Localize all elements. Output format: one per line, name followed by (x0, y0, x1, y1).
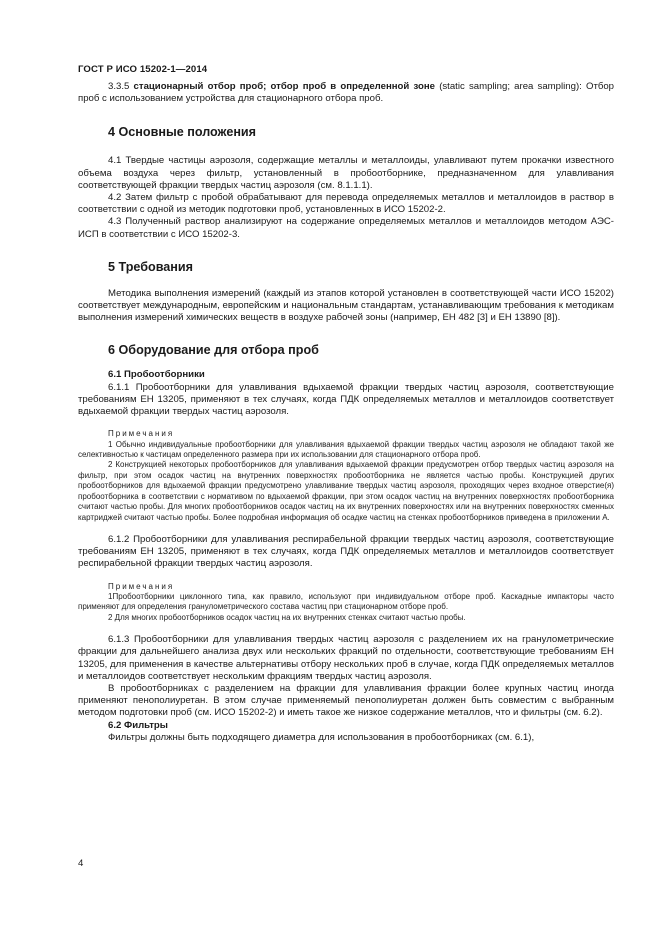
clause-3-3-5 (78, 81, 614, 105)
section-6-heading: 6 Оборудование для отбора проб (108, 343, 319, 358)
notes-heading: Примечания (108, 581, 175, 591)
subsection-6-1-heading: 6.1 Пробоотборники (108, 369, 205, 381)
clause-term: стационарный отбор проб; отбор проб в определенной зоне (133, 81, 435, 92)
note-item: 1Пробоотборники циклонного типа, как правило, используют при индивидуальном отборе проб. Каскадные импакторы часто применяют для определения гранулометрического состава частиц при стационарном отборе проб. (78, 591, 614, 612)
note-item: 2 Конструкцией некоторых пробоотборников для улавливания вдыхаемой фракции предусмотрен отбор твердых частиц аэрозоля на фильтр, при этом осадок частиц на внутренних поверхностях пробоотборника не является частью пробы. Конструкцией других пробоотборников для вдыхаемой фракции предусмотрено улавливание твердых частиц аэрозоля, проходящих через входное отверстие(я) пробоотборника в соответствии с нормативом по вдыхаемой фракции, при этом осадок частиц на внутренних поверхностях пробоотборника считают частью пробы. Для многих пробоотборников осадок частиц на их внутренних поверхностях или на внутренних поверхностях сменных картриджей считают частью пробы. Более подробная информация об осадке частиц на стенках пробоотборников приведена в приложении А. (78, 460, 614, 522)
document-header: ГОСТ Р ИСО 15202-1—2014 (78, 64, 208, 75)
notes-heading: Примечания (108, 429, 175, 439)
paragraph-4-2: 4.2 Затем фильтр с пробой обрабатывают для перевода определяемых металлов и металлоидов в раствор в соответствии с одной из методик подготовки проб, установленных в ИСО 15202-2. (78, 192, 614, 216)
paragraph-6-2: Фильтры должны быть подходящего диаметра для использования в пробоотборниках (см. 6.1), (108, 731, 535, 743)
clause-number: 3.3.5 (108, 81, 130, 92)
paragraph-6-1-3: 6.1.3 Пробоотборники для улавливания твердых частиц аэрозоля с разделением их на гранулометрические фракции для дальнейшего анализа двух или нескольких фракций по отдельности, соответствующие требованиям ЕН 13205, для применения в качестве альтернативы отбору нескольких проб в случае, когда ПДК определяемых металлов и металлоидов соответствует нескольким фракциям твердых частиц аэрозоля. (78, 634, 614, 682)
section-4-heading: 4 Основные положения (108, 125, 257, 140)
page-body (78, 81, 614, 744)
paragraph-4-3: 4.3 Полученный раствор анализируют на содержание определяемых металлов и металлоидов методом АЭС-ИСП в соответствии с ИСО 15202-3. (78, 216, 614, 240)
paragraph-6-1-3-continued: В пробоотборниках с разделением на фракции для улавливания фракции более крупных частиц иногда применяют пенополиуретан. В этом случае применяемый пенополиуретан должен быть совместим с выбранным методом подготовки проб (см. ИСО 15202-2) и иметь такое же низкое содержание металлов, что и фильтры (см. 6.2). (78, 682, 614, 719)
page-number: 4 (78, 858, 84, 869)
section-5-heading: 5 Требования (108, 259, 193, 274)
paragraph-6-1-1: 6.1.1 Пробоотборники для улавливания вдыхаемой фракции твердых частиц аэрозоля, соответствующие требованиям ЕН 13205, применяют в тех случаях, когда ПДК определяемых металлов и металлоидов соответствует вдыхаемой фракции твердых частиц аэрозоля. (78, 381, 614, 418)
paragraph-4-1: 4.1 Твердые частицы аэрозоля, содержащие металлы и металлоиды, улавливают путем прокачки известного объема воздуха через фильтр, установленный в пробоотборнике, предназначенном для улавливания соответствующей фракции твердых частиц аэрозоля (см. 8.1.1.1). (78, 155, 614, 191)
paragraph-6-1-2: 6.1.2 Пробоотборники для улавливания респирабельной фракции твердых частиц аэрозоля, соответствующие требованиям ЕН 13205, применяют в тех случаях, когда ПДК определяемых металлов и металлоидов соответствует респирабельной фракции твердых частиц аэрозоля. (78, 533, 614, 570)
subsection-6-2-heading: 6.2 Фильтры (108, 719, 168, 731)
note-item: 2 Для многих пробоотборников осадок частиц на их внутренних стенках считают частью пробы. (108, 612, 466, 622)
note-item: 1 Обычно индивидуальные пробоотборники для улавливания вдыхаемой фракции твердых частиц аэрозоля не обладают такой же селективностью к частицам определенного размера при их использовании для стационарного отбора проб. (78, 439, 614, 460)
paragraph-5: Методика выполнения измерений (каждый из этапов которой установлен в соответствующей части ИСО 15202) соответствует международным, европейским и национальным стандартам, устанавливающим требования к методикам выполнения измерений химических веществ в воздухе рабочей зоны (например, ЕН 482 [3] и ЕН 13890 [8]). (78, 287, 614, 324)
clause-text: (static sampling; area sampling): Отбор проб с использованием устройства для стационарного отбора проб. (78, 81, 615, 105)
